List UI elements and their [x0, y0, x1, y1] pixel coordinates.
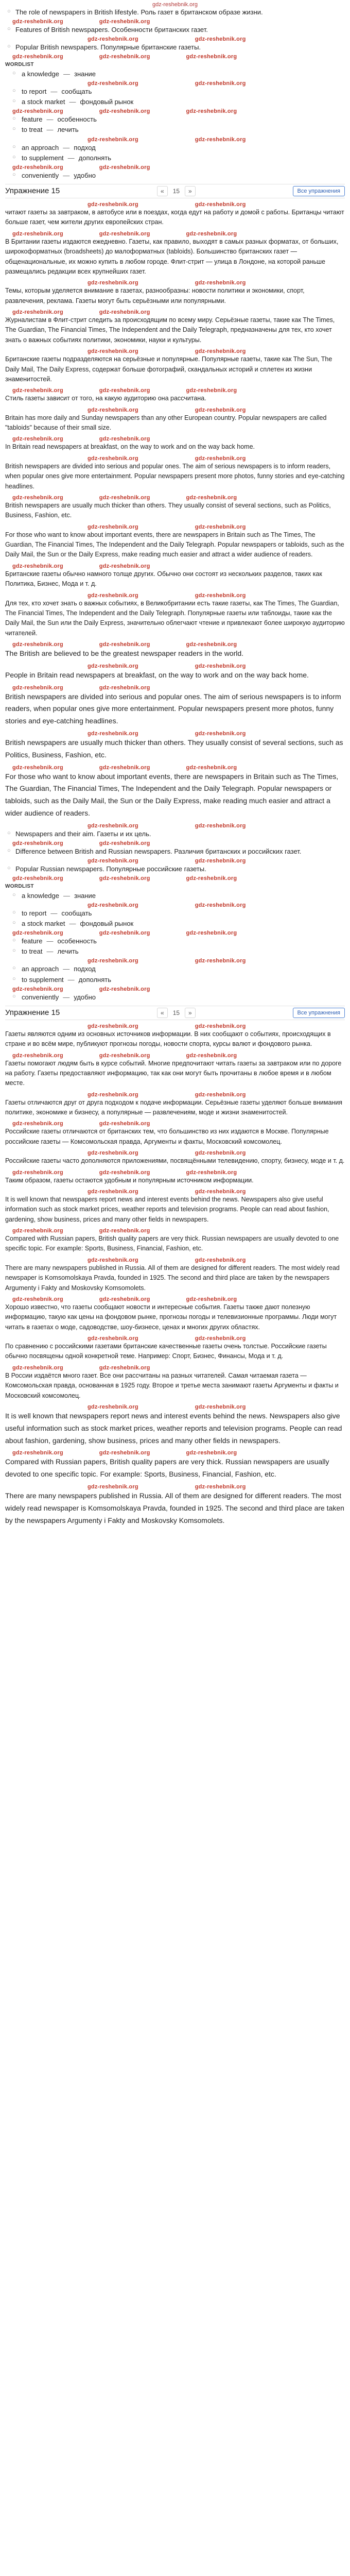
watermark: gdz-reshebnik.org [87, 201, 138, 208]
en-paragraph: Britain has more daily and Sunday newspapers than any other European country. Popular newspapers are called "tabloids" because of their small size. [5, 414, 327, 432]
word-ru: фондовый рынок [80, 920, 134, 928]
watermark: gdz-reshebnik.org [99, 494, 150, 501]
en-paragraph: British newspapers are divided into serious and popular ones. The aim of serious newspapers is to inform readers, when popular ones give more entertainment. Popular newspapers present more photos, funny stories and eye-catching headlines. [5, 692, 341, 725]
word-row [5, 919, 345, 929]
word-en: conveniently [22, 171, 59, 179]
watermark: gdz-reshebnik.org [99, 764, 150, 771]
watermark: gdz-reshebnik.org [186, 230, 237, 237]
bullet-icon: ○ [7, 8, 11, 14]
watermark: gdz-reshebnik.org [195, 1403, 246, 1410]
watermark: gdz-reshebnik.org [99, 54, 150, 60]
watermark: gdz-reshebnik.org [99, 563, 150, 569]
watermark: gdz-reshebnik.org [195, 406, 246, 413]
watermark: gdz-reshebnik.org [99, 1169, 150, 1176]
en-paragraph: Compared with Russian papers, British quality papers are very thick. Russian newspapers are usually devoted to one specific topic. For example: Sports, Business, Financial, Fashion, etc. [5, 1235, 339, 1252]
word-row [5, 891, 345, 901]
watermark: gdz-reshebnik.org [186, 930, 237, 937]
word-ru: особенность [57, 115, 97, 124]
watermark: gdz-reshebnik.org [195, 1335, 246, 1342]
bullet-icon: ○ [12, 947, 16, 954]
en-paragraph: For those who want to know about important events, there are newspapers in Britain such as The Times, The Guardian, The Financial Times, The Independent and the Daily Telegraph. Popular newspapers or tabloids, such as the Daily Mail, the Sun or the Daily Express, make reading much easier and attract a wider audience of readers. [5, 772, 339, 818]
watermark: gdz-reshebnik.org [195, 663, 246, 669]
word-en: to report [22, 88, 47, 96]
watermark: gdz-reshebnik.org [99, 108, 150, 115]
watermark: gdz-reshebnik.org [12, 1169, 63, 1176]
list-item [5, 829, 345, 839]
word-row [5, 975, 345, 985]
en-paragraph: It is well known that newspapers report news and interest events behind the news. Newspapers also give useful information such as stock market prices, weather reports and television programs. People can read about fashion, gardening, show business, prices and many other fields in newspapers. [5, 1411, 342, 1445]
ru-paragraph: Журналистам в Флит-стрит следить за происходящим по всему миру. Серьёзные газеты, такие как The Times, The Guardian, The Financial Times, The Independent and the Daily Telegraph, предназначены для тех, кто хочет знать о важных событиях политики, экономики, науки и культуры. [5, 316, 335, 344]
watermark: gdz-reshebnik.org [87, 1335, 138, 1342]
watermark: gdz-reshebnik.org [99, 1121, 150, 1127]
plan-block-1 [5, 7, 345, 181]
watermark: gdz-reshebnik.org [87, 1483, 138, 1490]
en-paragraph: There are many newspapers published in Russia. All of them are designed for different readers. The most widely read newspaper is Komsomolskaya Pravda, founded in 1925. The second and third place are taken by the newspapers Argumenty i Fakty and Moskovsky Komsomolets. [5, 1491, 344, 1524]
exercise-bar [5, 184, 345, 198]
all-exercises-button[interactable]: Все упражнения [293, 1008, 345, 1018]
word-row [5, 125, 345, 135]
dash-icon: — [63, 891, 70, 900]
word-en: a knowledge [22, 891, 59, 900]
next-exercise-button[interactable]: » [185, 186, 196, 196]
ru-paragraph: В России издаётся много газет. Все они рассчитаны на разных читателей. Самая читаемая газета — Комсомольская правда, основанная в 1925 году. Второе и третье места занимают газеты Аргументы и факты и Московский комсомолец. [5, 1371, 339, 1399]
list-item [5, 25, 345, 35]
prev-exercise-button[interactable]: « [157, 1008, 168, 1018]
watermark: gdz-reshebnik.org [12, 164, 63, 171]
exercise-bar [5, 1006, 345, 1020]
word-ru: дополнять [78, 975, 112, 984]
watermark: gdz-reshebnik.org [87, 1150, 138, 1157]
watermark: gdz-reshebnik.org [195, 1257, 246, 1263]
watermark: gdz-reshebnik.org [87, 80, 138, 87]
watermark: gdz-reshebnik.org [12, 986, 63, 992]
prev-exercise-button[interactable]: « [157, 186, 168, 196]
word-ru: подход [74, 965, 96, 973]
dash-icon: — [63, 171, 70, 179]
watermark: gdz-reshebnik.org [186, 764, 237, 771]
word-row [5, 936, 345, 946]
wordlist-label: WORDLIST [5, 62, 34, 68]
watermark: gdz-reshebnik.org [186, 1169, 237, 1176]
watermark: gdz-reshebnik.org [12, 387, 63, 394]
watermark: gdz-reshebnik.org [186, 54, 237, 60]
word-row [5, 97, 345, 107]
dash-icon: — [46, 115, 54, 124]
bullet-icon: ○ [7, 26, 11, 32]
watermark: gdz-reshebnik.org [12, 494, 63, 501]
word-ru: дополнять [78, 154, 112, 162]
watermark: gdz-reshebnik.org [195, 1023, 246, 1029]
word-ru: сообщать [61, 909, 92, 917]
word-en: feature [22, 115, 43, 124]
watermark: gdz-reshebnik.org [99, 840, 150, 846]
watermark: gdz-reshebnik.org [12, 1121, 63, 1127]
en-paragraph: British newspapers are usually much thicker than others. They usually consist of several sections, such as Politics, Business, Fashion, etc. [5, 738, 343, 759]
word-ru: знание [74, 70, 96, 78]
word-row [5, 153, 345, 163]
watermark: gdz-reshebnik.org [12, 875, 63, 882]
bullet-icon: ○ [12, 143, 16, 150]
watermark: gdz-reshebnik.org [99, 1450, 150, 1456]
dash-icon: — [63, 70, 70, 78]
en-paragraph: British newspapers are usually much thicker than others. They usually consist of several sections, such as Politics, Business, Fashion, etc. [5, 501, 331, 519]
watermark: gdz-reshebnik.org [186, 875, 237, 882]
watermark: gdz-reshebnik.org [87, 280, 138, 286]
watermark: gdz-reshebnik.org [12, 840, 63, 846]
ru-paragraph: Стиль газеты зависит от того, на какую аудиторию она рассчитана. [5, 395, 206, 402]
watermark: gdz-reshebnik.org [195, 1150, 246, 1157]
word-ru: удобно [74, 993, 96, 1001]
watermark: gdz-reshebnik.org [87, 592, 138, 599]
watermark: gdz-reshebnik.org [195, 36, 246, 43]
watermark: gdz-reshebnik.org [87, 36, 138, 43]
ru-paragraph: Газеты отличаются друг от друга подходом к подаче информации. Серьёзные газеты уделяют больше внимания политике, экономике и бизнесу, а популярные — развлечениям, моде и жизни знаменитостей. [5, 1098, 343, 1116]
dash-icon: — [63, 143, 70, 151]
bullet-icon: ○ [12, 920, 16, 926]
word-en: an approach [22, 965, 59, 973]
watermark: gdz-reshebnik.org [195, 958, 246, 964]
watermark: gdz-reshebnik.org [195, 1091, 246, 1098]
watermark: gdz-reshebnik.org [195, 523, 246, 530]
watermark: gdz-reshebnik.org [195, 902, 246, 908]
dash-icon: — [46, 126, 54, 134]
watermark: gdz-reshebnik.org [195, 136, 246, 143]
plan-block-2 [5, 822, 345, 1003]
watermark: gdz-reshebnik.org [87, 731, 138, 737]
ru-paragraph: По сравнению с российскими газетами британские качественные газеты очень толстые. Российские газеты обычно посвящены одной конкретной теме. Например: Спорт, Бизнес, Финансы, Мода и т. д. [5, 1343, 327, 1360]
word-en: an approach [22, 143, 59, 151]
watermark: gdz-reshebnik.org [87, 858, 138, 865]
en-paragraph: In Britain read newspapers at breakfast, on the way to work and on the way back home. [5, 443, 255, 451]
watermark: gdz-reshebnik.org [195, 280, 246, 286]
bullet-icon: ○ [12, 909, 16, 916]
word-en: to supplement [22, 154, 64, 162]
ru-paragraph: В Британии газеты издаются ежедневно. Газеты, как правило, выходят в самых разных форматах, от больших, широкоформатных (broadsheets) до малоформатных (tabloids). Большинство британских газет — общенациональные, их можно купить в любом городе. Флит-стрит — улица в Лондоне, на которой раньше размещались редакции всех крупнейших газет. [5, 238, 339, 275]
watermark: gdz-reshebnik.org [12, 309, 63, 316]
watermark: gdz-reshebnik.org [99, 875, 150, 882]
answer-section-1 [5, 200, 345, 820]
watermark: gdz-reshebnik.org [99, 930, 150, 937]
dash-icon: — [69, 98, 76, 106]
watermark: gdz-reshebnik.org [99, 1228, 150, 1234]
ru-paragraph: читают газеты за завтраком, в автобусе или в поездах, когда едут на работу и домой с работы. Британцы читают больше газет, чем жители других европейских стран. [5, 209, 344, 226]
exercise-number: 15 [172, 1009, 180, 1016]
watermark: gdz-reshebnik.org [99, 1296, 150, 1302]
watermark: gdz-reshebnik.org [186, 494, 237, 501]
word-ru: удобно [74, 171, 96, 179]
ru-paragraph: Британские газеты подразделяются на серьёзные и популярные. Популярные газеты, такие как The Sun, The Daily Mail, The Daily Express, содержат больше фотографий, скандальных историй и сплетен из жизни знаменитостей. [5, 355, 332, 383]
exercise-title: Упражнение 15 [5, 187, 60, 196]
word-row [5, 992, 345, 1003]
watermark: gdz-reshebnik.org [195, 858, 246, 865]
watermark: gdz-reshebnik.org [87, 958, 138, 964]
exercise-title: Упражнение 15 [5, 1008, 60, 1018]
word-ru: подход [74, 143, 96, 151]
word-row [5, 87, 345, 97]
watermark: gdz-reshebnik.org [186, 108, 237, 115]
bullet-icon: ○ [7, 865, 11, 872]
bullet-icon: ○ [12, 171, 16, 178]
watermark: gdz-reshebnik.org [12, 1364, 63, 1371]
bullet-icon: ○ [12, 993, 16, 999]
watermark: gdz-reshebnik.org [195, 455, 246, 462]
word-row [5, 908, 345, 919]
watermark: gdz-reshebnik.org [87, 523, 138, 530]
bullet-icon: ○ [12, 937, 16, 944]
bullet-icon: ○ [12, 154, 16, 160]
en-paragraph: British newspapers are divided into serious and popular ones. The aim of serious newspapers is to inform readers, when popular ones give more entertainment. Popular newspapers present more photos, funny stories and eye-catching headlines. [5, 462, 345, 490]
watermark: gdz-reshebnik.org [87, 406, 138, 413]
watermark: gdz-reshebnik.org [87, 1023, 138, 1029]
watermark: gdz-reshebnik.org [87, 348, 138, 355]
watermark: gdz-reshebnik.org [186, 641, 237, 648]
bullet-icon: ○ [7, 829, 11, 836]
watermark: gdz-reshebnik.org [99, 19, 150, 25]
word-row [5, 69, 345, 79]
watermark: gdz-reshebnik.org [99, 1052, 150, 1059]
list-item-text: Popular Russian newspapers. Популярные российские газеты. [15, 865, 206, 873]
word-en: to report [22, 909, 47, 917]
ru-paragraph: Российские газеты отличаются от британских тем, что большинство из них издаются в Москве. Популярные российские газеты — Комсомольская правда, Аргументы и факты, Московский комсомолец. [5, 1128, 329, 1145]
answer-section-2 [5, 1022, 345, 1527]
word-ru: лечить [57, 947, 79, 956]
watermark: gdz-reshebnik.org [99, 641, 150, 648]
watermark: gdz-reshebnik.org [87, 136, 138, 143]
watermark: gdz-reshebnik.org [87, 902, 138, 908]
exercise-nav [157, 1008, 196, 1018]
watermark: gdz-reshebnik.org [186, 387, 237, 394]
dash-icon: — [50, 909, 58, 917]
watermark: gdz-reshebnik.org [99, 986, 150, 992]
bullet-icon: ○ [12, 70, 16, 76]
dash-icon: — [46, 937, 54, 945]
watermark: gdz-reshebnik.org [99, 684, 150, 691]
watermark: gdz-reshebnik.org [87, 1091, 138, 1098]
watermark: gdz-reshebnik.org [12, 108, 63, 115]
word-row [5, 964, 345, 974]
watermark: gdz-reshebnik.org [87, 663, 138, 669]
word-en: to treat [22, 947, 43, 956]
watermark: gdz-reshebnik.org [186, 1052, 237, 1059]
en-paragraph: The British are believed to be the greatest newspaper readers in the world. [5, 649, 244, 658]
dash-icon: — [63, 993, 70, 1001]
watermark: gdz-reshebnik.org [12, 764, 63, 771]
watermark: gdz-reshebnik.org [99, 436, 150, 443]
watermark: gdz-reshebnik.org [195, 731, 246, 737]
watermark: gdz-reshebnik.org [12, 436, 63, 443]
list-item [5, 7, 345, 18]
word-en: a knowledge [22, 70, 59, 78]
watermark: gdz-reshebnik.org [12, 1228, 63, 1234]
word-en: to supplement [22, 975, 64, 984]
list-item-text: Features of British newspapers. Особенности британских газет. [15, 26, 208, 34]
watermark: gdz-reshebnik.org [195, 592, 246, 599]
ru-paragraph: Темы, которым уделяется внимание в газетах, разнообразны: новости политики и экономики, спорт, развлечения, реклама. Газеты могут быть серьёзными или популярными. [5, 287, 305, 304]
en-paragraph: For those who want to know about important events, there are newspapers in Britain such as The Times, The Guardian, The Financial Times, The Independent and the Daily Telegraph. Popular newspapers or tabloids, such as the Daily Mail, the Sun or the Daily Express, make reading much easier and attract a wider audience of readers. [5, 531, 344, 558]
dash-icon: — [63, 965, 70, 973]
all-exercises-button[interactable]: Все упражнения [293, 186, 345, 196]
ru-paragraph: Британские газеты обычно намного толще других. Обычно они состоят из нескольких разделов, таких как Политика, Бизнес, Мода и т. д. [5, 570, 322, 588]
word-ru: особенность [57, 937, 97, 945]
list-item-text: Difference between British and Russian newspapers. Различия британских и российских газет. [15, 847, 302, 855]
watermark: gdz-reshebnik.org [12, 930, 63, 937]
word-en: a stock market [22, 98, 65, 106]
wordlist-label: WORDLIST [5, 884, 34, 890]
word-row [5, 143, 345, 153]
list-item-text: Newspapers and their aim. Газеты и их цель. [15, 829, 151, 838]
word-row [5, 946, 345, 957]
word-row [5, 114, 345, 125]
list-item-text: Popular British newspapers. Популярные британские газеты. [15, 43, 201, 52]
word-ru: знание [74, 891, 96, 900]
dash-icon: — [69, 920, 76, 928]
word-ru: сообщать [61, 88, 92, 96]
watermark: gdz-reshebnik.org [195, 1483, 246, 1490]
ru-paragraph: Таким образом, газеты остаются удобным и популярным источником информации. [5, 1176, 254, 1184]
watermark: gdz-reshebnik.org [12, 19, 63, 25]
bullet-icon: ○ [12, 126, 16, 132]
bullet-icon: ○ [7, 847, 11, 854]
bullet-icon: ○ [12, 88, 16, 94]
list-item [5, 42, 345, 53]
exercise-number: 15 [172, 187, 180, 195]
watermark: gdz-reshebnik.org [12, 230, 63, 237]
next-exercise-button[interactable]: » [185, 1008, 196, 1018]
en-paragraph: People in Britain read newspapers at breakfast, on the way to work and on the way back home. [5, 670, 309, 679]
dash-icon: — [46, 947, 54, 956]
ru-paragraph: Для тех, кто хочет знать о важных событиях, в Великобритании есть такие газеты, как The Times, The Guardian, The Financial Times, The Independent and the Daily Telegraph. Популярные газеты или таблоиды, такие как the Daily Mail, the Sun или the Daily Express, значительно облегчают чтение и привлекают более широкую аудиторию читателей. [5, 599, 345, 637]
bullet-icon: ○ [7, 43, 11, 50]
watermark: gdz-reshebnik.org [99, 230, 150, 237]
word-en: feature [22, 937, 43, 945]
list-item-text: The role of newspapers in British lifestyle. Роль газет в британском образе жизни. [15, 8, 263, 16]
dash-icon: — [67, 975, 75, 984]
watermark: gdz-reshebnik.org [87, 1188, 138, 1195]
watermark: gdz-reshebnik.org [195, 80, 246, 87]
watermark: gdz-reshebnik.org [186, 1296, 237, 1302]
bullet-icon: ○ [12, 98, 16, 105]
site-url[interactable]: gdz-reshebnik.org [152, 2, 198, 8]
word-en: to treat [22, 126, 43, 134]
watermark: gdz-reshebnik.org [99, 387, 150, 394]
watermark: gdz-reshebnik.org [12, 1296, 63, 1302]
ru-paragraph: Российские газеты часто дополняются приложениями, посвящёнными телевидению, спорту, бизнесу, моде и т. д. [5, 1157, 345, 1165]
watermark: gdz-reshebnik.org [99, 1364, 150, 1371]
list-item [5, 846, 345, 857]
watermark: gdz-reshebnik.org [87, 822, 138, 829]
word-row [5, 171, 345, 181]
watermark: gdz-reshebnik.org [87, 455, 138, 462]
watermark: gdz-reshebnik.org [87, 1257, 138, 1263]
en-paragraph: It is well known that newspapers report news and interest events behind the news. Newspapers also give useful information such as stock market prices, weather reports and television programs. People can read about fashion, gardening, show business, prices and many other fields in newspapers. [5, 1195, 329, 1223]
word-en: a stock market [22, 920, 65, 928]
watermark: gdz-reshebnik.org [195, 348, 246, 355]
ru-paragraph: Хорошо известно, что газеты сообщают новости и интересные события. Газеты также дают полезную информацию, такую как цены на фондовом рынке, прогнозы погоды и телевизионные программы. Люди могут читать в газетах о моде, садоводстве, шоу-бизнесе, ценах и многих других областях. [5, 1303, 337, 1331]
dash-icon: — [50, 88, 58, 96]
word-ru: лечить [57, 126, 79, 134]
bullet-icon: ○ [12, 965, 16, 972]
watermark: gdz-reshebnik.org [186, 1450, 237, 1456]
list-item [5, 864, 345, 874]
watermark: gdz-reshebnik.org [87, 1403, 138, 1410]
watermark: gdz-reshebnik.org [12, 1450, 63, 1456]
watermark: gdz-reshebnik.org [12, 684, 63, 691]
watermark: gdz-reshebnik.org [12, 563, 63, 569]
watermark: gdz-reshebnik.org [195, 1188, 246, 1195]
ru-paragraph: Газеты помогают людям быть в курсе событий. Многие предпочитают читать газеты за завтраком или по дороге на работу. Газеты предоставляют информацию, так как они могут быть прочитаны в любое время и в любом месте. [5, 1059, 342, 1087]
word-ru: фондовый рынок [80, 98, 134, 106]
watermark: gdz-reshebnik.org [12, 54, 63, 60]
dash-icon: — [67, 154, 75, 162]
watermark: gdz-reshebnik.org [12, 1052, 63, 1059]
bullet-icon: ○ [12, 115, 16, 122]
watermark: gdz-reshebnik.org [195, 201, 246, 208]
watermark: gdz-reshebnik.org [99, 164, 150, 171]
exercise-nav [157, 186, 196, 196]
watermark: gdz-reshebnik.org [12, 641, 63, 648]
bullet-icon: ○ [12, 975, 16, 982]
watermark: gdz-reshebnik.org [195, 822, 246, 829]
ru-paragraph: Газеты являются одним из основных источников информации. В них сообщают о событиях, происходящих в стране и во всём мире, публикуют прогнозы погоды, новости спорта, курсы валют и фондового рынка. [5, 1030, 331, 1048]
watermark: gdz-reshebnik.org [99, 309, 150, 316]
en-paragraph: Compared with Russian papers, British quality papers are very thick. Russian newspapers are usually devoted to one specific topic. For example: Sports, Business, Financial, Fashion, etc. [5, 1458, 329, 1479]
en-paragraph: There are many newspapers published in Russia. All of them are designed for different readers. The most widely read newspaper is Komsomolskaya Pravda, founded in 1925. The second and third place are taken by the newspapers Argumenty i Fakty and Moskovsky Komsomolets. [5, 1264, 340, 1292]
bullet-icon: ○ [12, 891, 16, 898]
word-en: conveniently [22, 993, 59, 1001]
